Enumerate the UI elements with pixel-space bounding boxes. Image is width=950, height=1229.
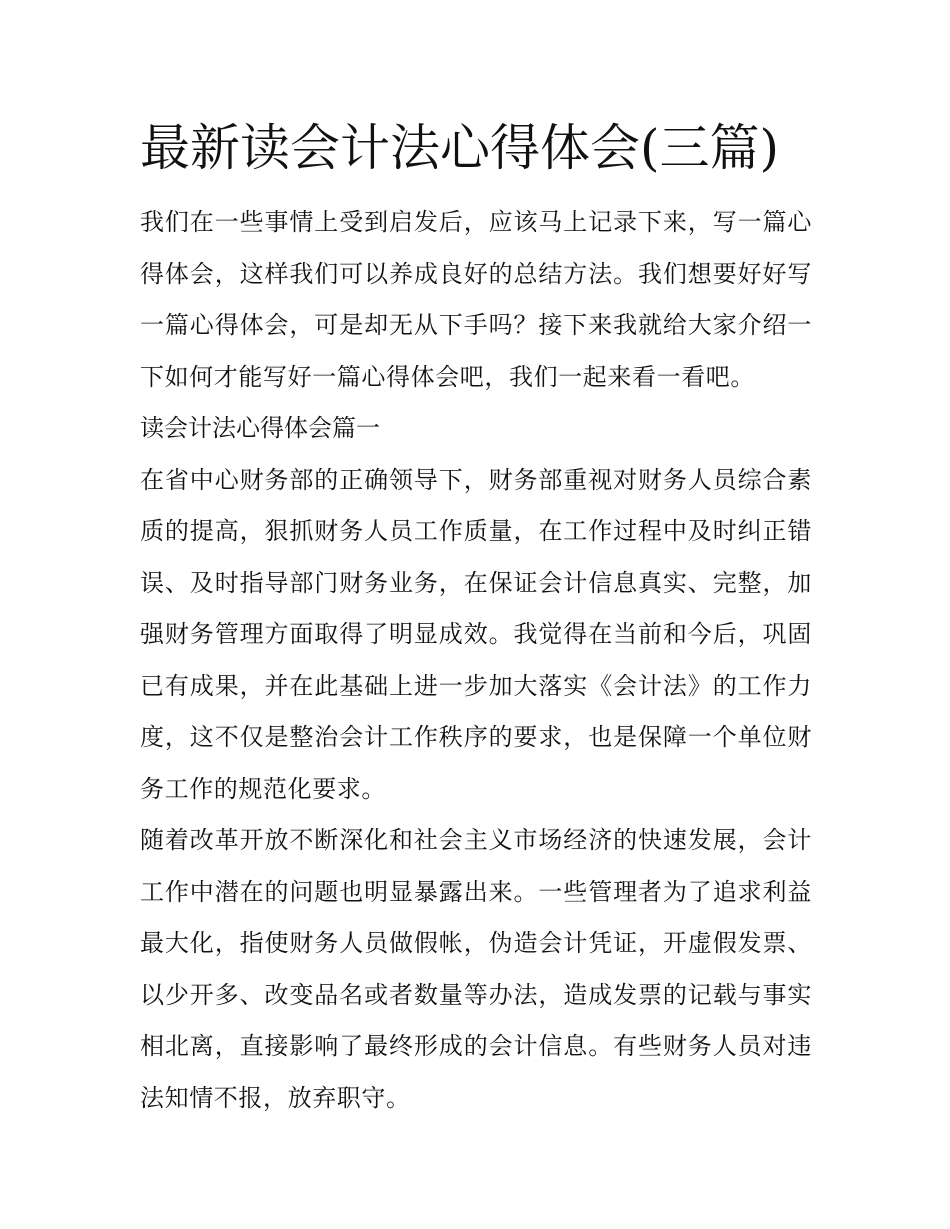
- body-paragraph-1: 在省中心财务部的正确领导下，财务部重视对财务人员综合素质的提高，狠抓财务人员工作质量，在工作过程中及时纠正错误、及时指导部门财务业务，在保证会计信息真实、完整，加强财务管理方面取得了明显成效。我觉得在当前和今后，巩固已有成果，并在此基础上进一步加大落实《会计法》的工作力度，这不仅是整治会计工作秩序的要求，也是保障一个单位财务工作的规范化要求。: [140, 465, 812, 803]
- document-title: 最新读会计法心得体会(三篇): [140, 119, 780, 177]
- intro-paragraph: 我们在一些事情上受到启发后，应该马上记录下来，写一篇心得体会，这样我们可以养成良好的总结方法。我们想要好好写一篇心得体会，可是却无从下手吗？接下来我就给大家介绍一下如何才能写好一篇心得体会吧，我们一起来看一看吧。: [140, 208, 812, 391]
- body-paragraph-2: 随着改革开放不断深化和社会主义市场经济的快速发展，会计工作中潜在的问题也明显暴露出来。一些管理者为了追求利益最大化，指使财务人员做假帐，伪造会计凭证，开虚假发票、以少开多、改变品名或者数量等办法，造成发票的记载与事实相北离，直接影响了最终形成的会计信息。有些财务人员对违法知情不报，放弃职守。: [140, 826, 812, 1112]
- document-body: [140, 197, 812, 1124]
- section-heading: 读会计法心得体会篇一: [140, 414, 380, 442]
